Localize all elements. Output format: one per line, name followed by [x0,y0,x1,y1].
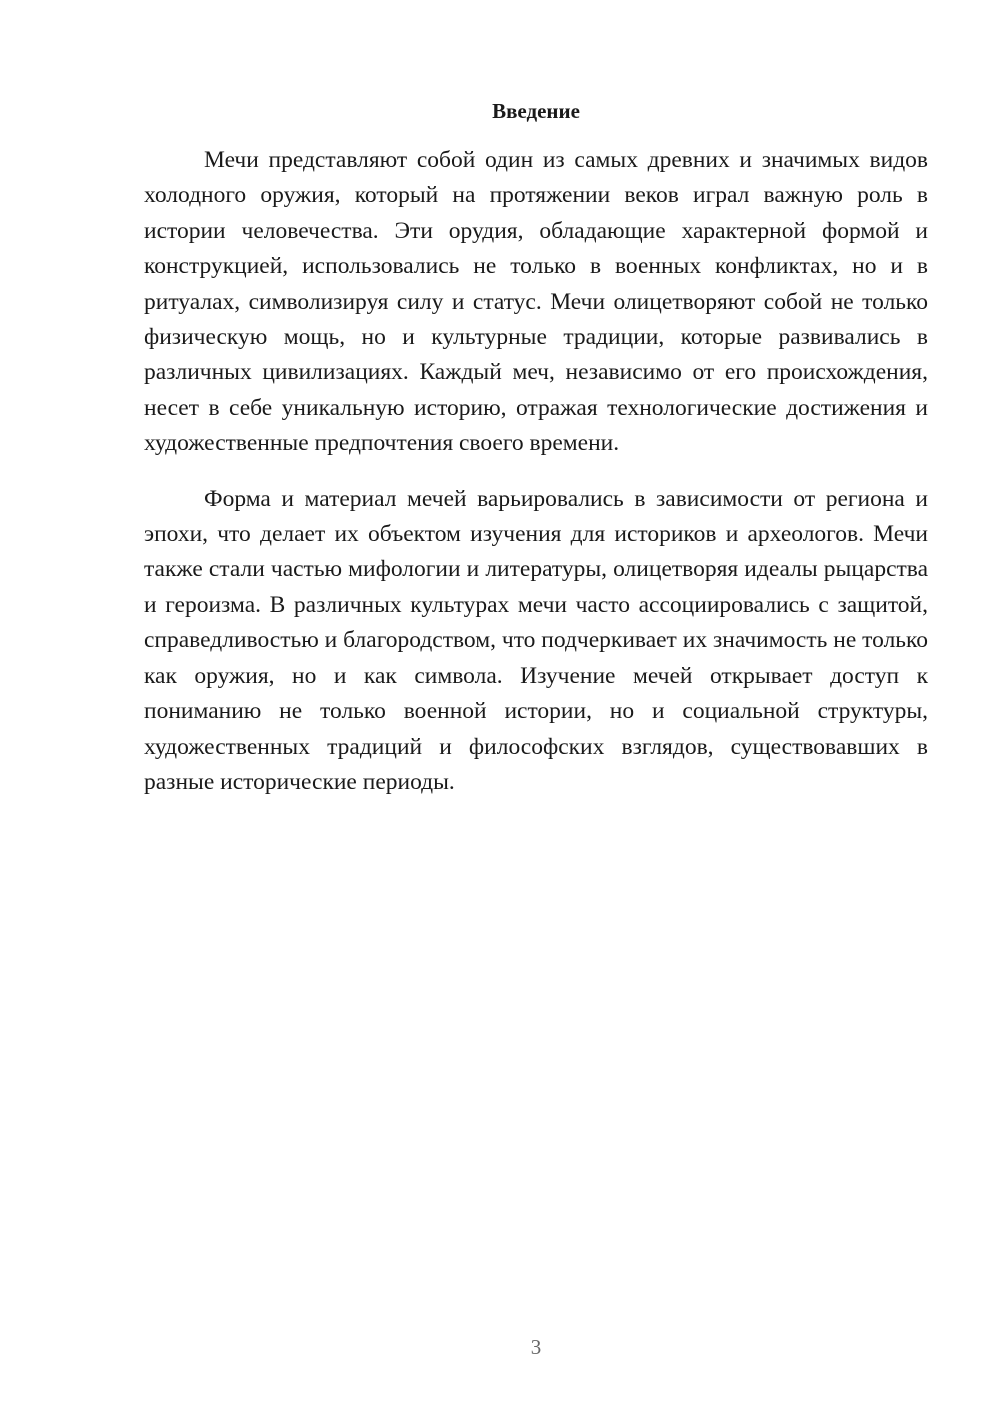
paragraph-2: Форма и материал мечей варьировались в зависимости от региона и эпохи, что делает их объектом изучения для историков и археологов. Мечи также стали частью мифологии и литературы, олицетворяя идеалы рыцарства и героизма. В различных культурах мечи часто ассоциировались с защитой, справедливостью и благородством, что подчеркивает их значимость не только как оружия, но и как символа. Изучение мечей открывает доступ к пониманию не только военной истории, но и социальной структуры, художественных традиций и философских взглядов, существовавших в разные исторические периоды. [144,485,928,795]
page-number: 3 [530,1335,542,1359]
section-heading: Введение [492,99,580,123]
body-text [144,143,928,800]
paragraph-1: Мечи представляют собой один из самых древних и значимых видов холодного оружия, который на протяжении веков играл важную роль в истории человечества. Эти орудия, обладающие характерной формой и конструкцией, использовались не только в военных конфликтах, но и в ритуалах, символизируя силу и статус. Мечи олицетворяют собой не только физическую мощь, но и культурные традиции, которые развивались в различных цивилизациях. Каждый меч, независимо от его происхождения, несет в себе уникальную историю, отражая технологические достижения и художественные предпочтения своего времени. [144,147,928,457]
